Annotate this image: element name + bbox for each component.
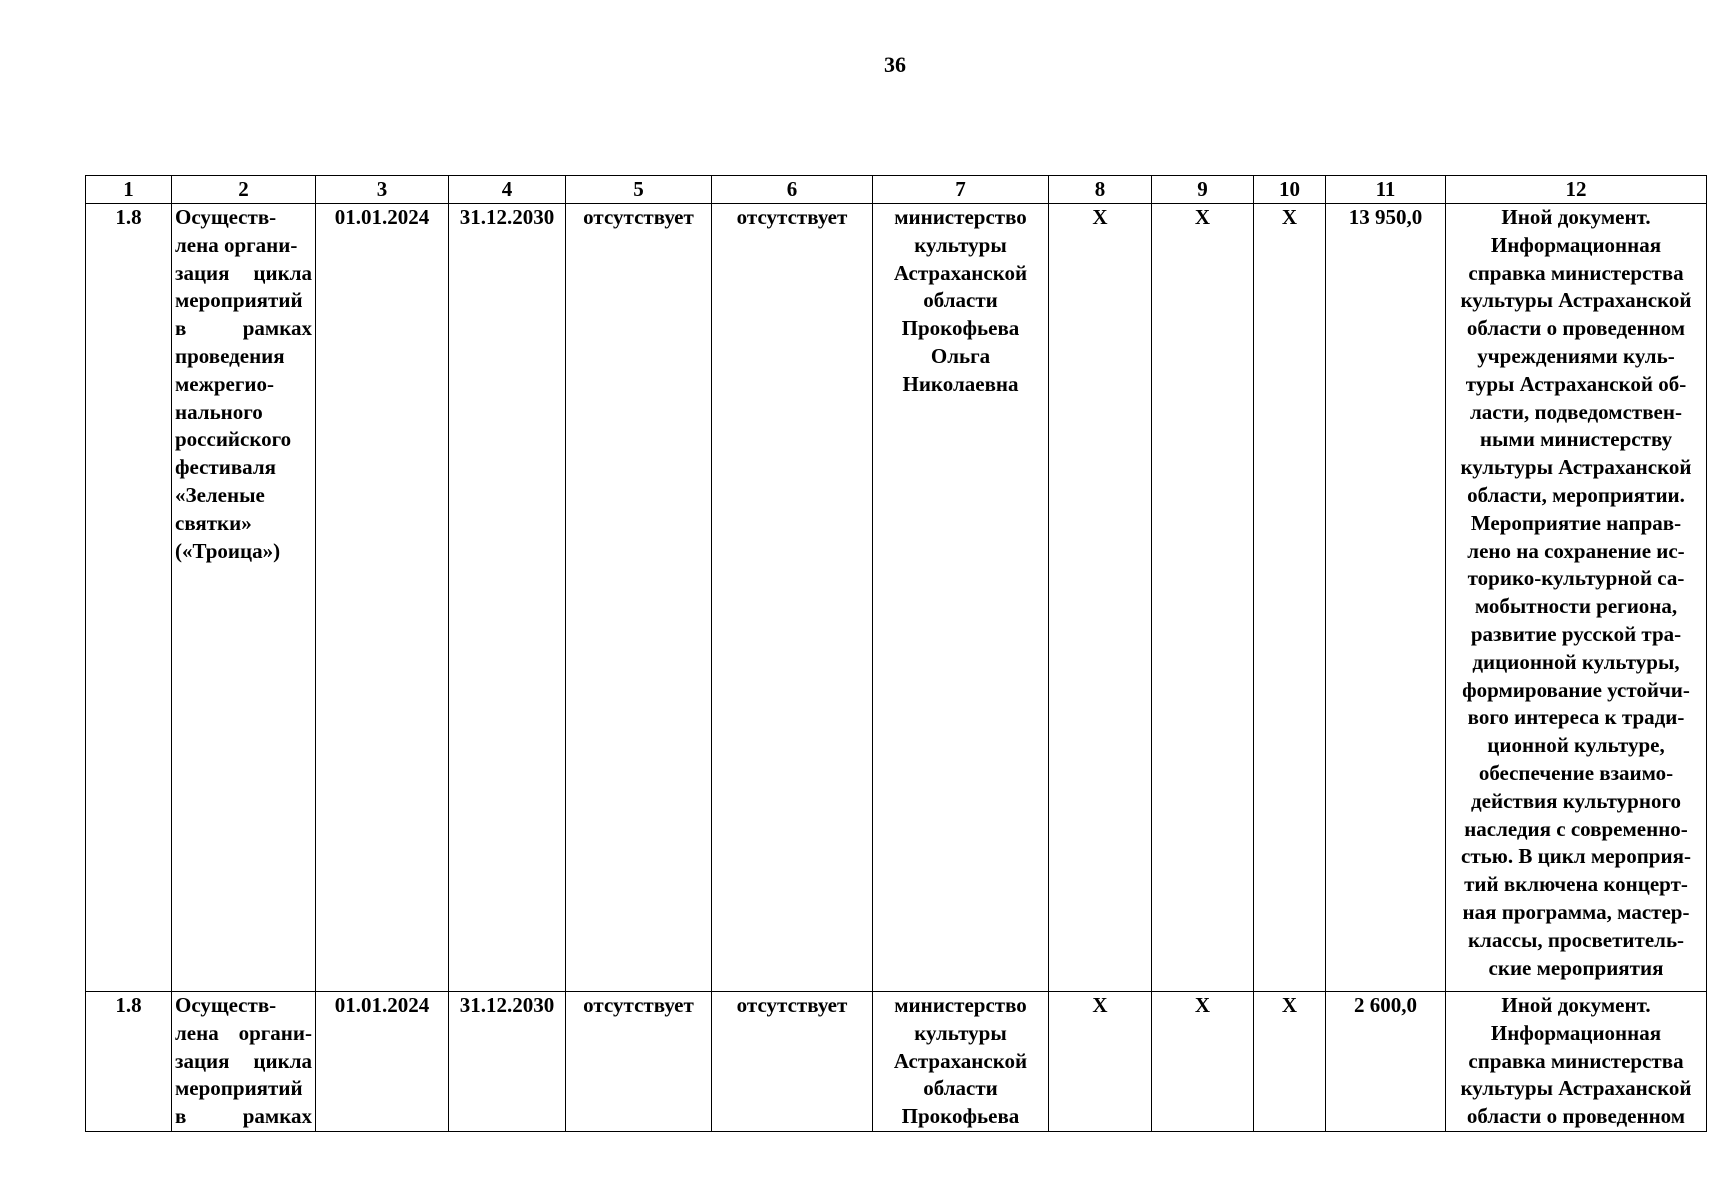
document-line: стью. В цикл мероприя- xyxy=(1461,844,1691,869)
description-line: «Зеленые xyxy=(175,482,265,507)
document-line: ские мероприятия xyxy=(1488,955,1664,980)
column-10-mark: X xyxy=(1254,204,1326,992)
responsible-line: культуры xyxy=(914,1020,1007,1045)
document-line: диционной культуры, xyxy=(1472,649,1680,674)
document-line: справка министерства xyxy=(1468,260,1684,285)
document-line: классы, просветитель- xyxy=(1467,927,1685,952)
responsible-line: Прокофьева xyxy=(901,316,1020,341)
description-line: зация цикла xyxy=(175,260,312,285)
description-line: мероприятий xyxy=(175,288,303,313)
document-line: культуры Астраханской xyxy=(1460,288,1692,313)
document-line: ными министерству xyxy=(1479,427,1673,452)
responsible-line: Астраханской xyxy=(893,1048,1028,1073)
supporting-document xyxy=(1446,204,1707,992)
document-line: наследия с современно- xyxy=(1464,816,1688,841)
end-date: 31.12.2030 xyxy=(449,992,566,1132)
description-line: Осуществ- xyxy=(175,205,277,229)
responsible-line: министерство xyxy=(894,993,1027,1017)
responsible-line: Николаевна xyxy=(902,371,1019,396)
document-line: Информационная xyxy=(1490,232,1662,257)
column-number: 1 xyxy=(86,176,172,204)
description-line: в рамках xyxy=(175,1104,312,1129)
description-line: лена органи- xyxy=(175,232,298,257)
start-date: 01.01.2024 xyxy=(316,204,449,992)
document-line: области, мероприятии. xyxy=(1467,482,1685,507)
funding-amount: 2 600,0 xyxy=(1326,992,1446,1132)
funding-amount: 13 950,0 xyxy=(1326,204,1446,992)
event-description xyxy=(172,204,316,992)
document-line: действия культурного xyxy=(1471,788,1681,813)
column-number: 7 xyxy=(873,176,1049,204)
responsible-line: области xyxy=(923,1076,998,1101)
column-5-value: отсутствует xyxy=(566,992,712,1132)
responsible-line: Ольга xyxy=(930,343,991,368)
column-number: 3 xyxy=(316,176,449,204)
description-line: мероприятий xyxy=(175,1076,303,1101)
column-9-mark: X xyxy=(1152,992,1254,1132)
table-row xyxy=(86,992,1707,1132)
responsible-line: Прокофьева xyxy=(901,1104,1020,1129)
description-line: («Троица») xyxy=(175,538,281,563)
description-line: проведения xyxy=(175,343,285,368)
column-number: 11 xyxy=(1326,176,1446,204)
column-number: 8 xyxy=(1049,176,1152,204)
document-line: туры Астраханской об- xyxy=(1465,371,1687,396)
description-line: межрегио- xyxy=(175,371,274,396)
document-table xyxy=(85,175,1707,1132)
column-number: 2 xyxy=(172,176,316,204)
description-line: нального xyxy=(175,399,263,424)
column-number: 5 xyxy=(566,176,712,204)
description-line: фестиваля xyxy=(175,455,277,480)
document-line: Мероприятие направ- xyxy=(1470,510,1682,535)
column-6-value: отсутствует xyxy=(712,204,873,992)
responsible-organization xyxy=(873,992,1049,1132)
table-row xyxy=(86,204,1707,992)
document-line: лено на сохранение ис- xyxy=(1467,538,1685,563)
responsible-line: области xyxy=(923,288,998,313)
supporting-document xyxy=(1446,992,1707,1132)
document-line: развитие русской тра- xyxy=(1470,621,1682,646)
column-number: 4 xyxy=(449,176,566,204)
responsible-line: министерство xyxy=(894,205,1027,229)
row-number: 1.8 xyxy=(86,992,172,1132)
column-10-mark: X xyxy=(1254,992,1326,1132)
column-9-mark: X xyxy=(1152,204,1254,992)
event-description xyxy=(172,992,316,1132)
responsible-line: Астраханской xyxy=(893,260,1028,285)
column-number-row xyxy=(86,176,1707,204)
end-date: 31.12.2030 xyxy=(449,204,566,992)
description-line: в рамках xyxy=(175,316,312,341)
column-number: 9 xyxy=(1152,176,1254,204)
page-number: 36 xyxy=(884,52,906,77)
description-line: лена органи- xyxy=(175,1020,312,1045)
description-line: российского xyxy=(175,427,292,452)
document-line: мобытности региона, xyxy=(1474,594,1678,619)
column-number: 12 xyxy=(1446,176,1707,204)
start-date: 01.01.2024 xyxy=(316,992,449,1132)
document-line: культуры Астраханской xyxy=(1460,455,1692,480)
document-line: справка министерства xyxy=(1468,1048,1684,1073)
column-8-mark: X xyxy=(1049,992,1152,1132)
document-line: вого интереса к тради- xyxy=(1467,705,1685,730)
column-6-value: отсутствует xyxy=(712,992,873,1132)
document-line: ционной культуре, xyxy=(1487,733,1665,758)
document-line: торико-культурной са- xyxy=(1467,566,1685,591)
document-line: культуры Астраханской xyxy=(1460,1076,1692,1101)
document-line: учреждениями куль- xyxy=(1477,343,1675,368)
description-line: Осуществ- xyxy=(175,993,277,1017)
document-line: Информационная xyxy=(1490,1020,1662,1045)
document-line: области о проведенном xyxy=(1466,316,1686,341)
responsible-organization xyxy=(873,204,1049,992)
row-number: 1.8 xyxy=(86,204,172,992)
column-number: 10 xyxy=(1254,176,1326,204)
responsible-line: культуры xyxy=(914,232,1007,257)
description-line: зация цикла xyxy=(175,1048,312,1073)
column-number: 6 xyxy=(712,176,873,204)
document-line: ная программа, мастер- xyxy=(1462,899,1690,924)
description-line: святки» xyxy=(175,510,252,535)
column-8-mark: X xyxy=(1049,204,1152,992)
column-5-value: отсутствует xyxy=(566,204,712,992)
document-line: формирование устойчи- xyxy=(1462,677,1690,702)
document-line: тий включена концерт- xyxy=(1464,872,1688,897)
document-line: области о проведенном xyxy=(1466,1104,1686,1129)
document-line: Иной документ. xyxy=(1501,993,1651,1017)
document-line: обеспечение взаимо- xyxy=(1478,760,1674,785)
document-line: Иной документ. xyxy=(1501,205,1651,229)
document-line: ласти, подведомствен- xyxy=(1470,399,1682,424)
